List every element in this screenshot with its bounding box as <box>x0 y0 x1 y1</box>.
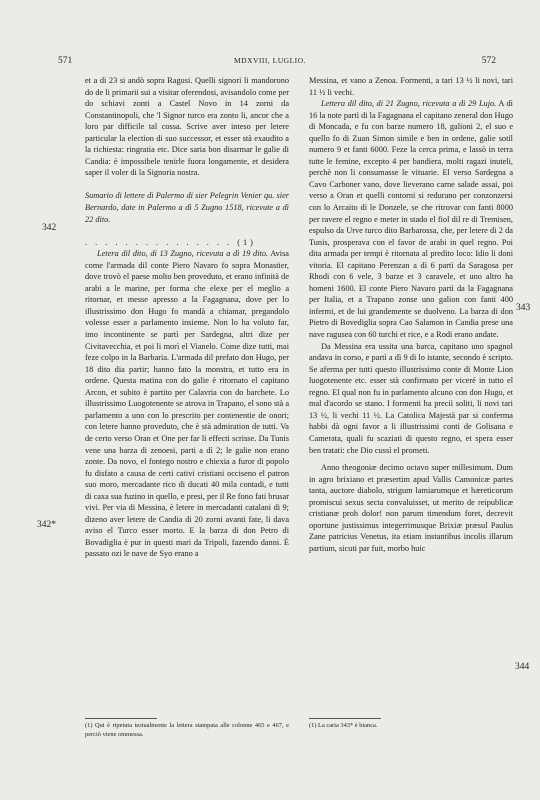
left-footnote <box>85 722 289 739</box>
right-page-number: 572 <box>481 56 496 66</box>
omission-note-ref: (1) <box>237 237 256 247</box>
right-footnote <box>309 722 513 731</box>
left-page-number: 571 <box>58 56 73 66</box>
right-footnote-text: (1) La carta 343* è bianca. <box>309 722 378 729</box>
left-footnote-rule <box>85 718 157 719</box>
running-title: MDXVIII, LUGLIO. <box>234 56 306 65</box>
latin-paragraph: Anno theogoniæ decimo octavo super millesimum. Dum in agro brixiano et præsertim apud Vallis Camonicæ partes tanta, auctore diabolo, strigum lamiarumque et hæreticorum promiscui sexus secta convaluisset, ut merito de reipublicæ cristianæ proh dolor! non parum timendum foret, decrevit oportune justissimus integerrimusque Brixiæ præsul Paulus Zane patricius Venetus, ita etiam instantibus incolis illarum partium, sicuti par fuit, morbo huic <box>309 463 513 553</box>
margin-column-number-342-star: 342* <box>37 520 56 530</box>
letter-heading-13-june: Letera dil dito, di 13 Zugno, ricevuta a dì 19 dito. <box>97 249 269 259</box>
running-header <box>0 54 540 68</box>
letter-13-june <box>85 248 289 560</box>
letter-body-13-june: Avisa come l'armada dil conte Piero Navaro fo sopra Monastier, dove trovò el paese molto ben proveduto, et erano infinità de arabi a le marine, per forma che elexe per el meglio a ritornar, et messe apresso a la Fagagnana, dove per lo illustrissimo don Hugo fo mandà a chiamar, pregandolo volesse esser a parlamento insieme. Non lo ha voluto far, imo incontinente se partì per Sardegna, altri dize per Civitavecchia, et poi li morì el Vianelo. Come dize tutti, mai feze colpo in la Barbaria. L'armada dil prefato don Hugo, per 18 dito dia partir; hanno fato la monstra, et tutto era in ordene. Questa matina con do galie è ritornato el capitano Arcon, et subito è partito per Calavria con do barchete. Lo illustrissimo Luogotenente se atrova in Trapano, el sono stà a parlamento a uno con lo prescrito per contenentie de onori; con letere hanno proveduto, che è stà admiration de tutti. Va de certo verso Oran et One per far li effecti scrisse. Da Tunis vene una barza di zenoesi, parti a dì 2; le galie non erano zonte. Da novo, el fontego nostro e chiexia a furor di popolo fu disfato a causa de certi cativi cristiani occiseno el patron suo moro, mercadante rico di ducati 40 mila contadi, e tutti di caxa sua fuzino in quello, e presi, per il Re fono fati brusar vivi. Per via di Messina, è letere in mercadanti catalani di 9; dizeno aver letere de Candia di 20 zorni avanti fate, li dava aviso el Turco esser morto. E la barza di don Petro di Bovadiglia è pur in questi mari da Tripoli, fazendo danni. È passato ozi le nave de Syo erano a <box>85 249 289 559</box>
right-text-column <box>309 75 513 554</box>
letter-21-june <box>309 98 513 340</box>
letter-body-21-june: A dì 16 la note partì di la Fagagnana el capitano zeneral don Hugo di Moncada, e fu con barze numero 18, galioni 2, el suo e quello fo di Zuan Simon simile e ben in ordene, galie sotil numero 9 et fanti 6000. Feze la cerca prima, e lassò in terra tutte le femine, excepto 4 per bandiera, molti ragazi inuteli, perchè non li consumasse le vituarie. El verso Sardegna a Cavo Carboner vano, dove lieverano carne salade assai, poi verso a Oran et quelli contorni si redurano per conzonzersi con lo Arcaito di le Donzele, se che ritrovar con fanti 8000 per ravere el regno e meter in stado el fiol dil re di Tremisen, espulso da Urve turco dito Barbarossa, che, per letere di 2 da Tunis, prosperava con el favor de arabi in quel regno. Poi dita armada per tempi è ritornata al predito loco: Idio li doni vitoria. El capitano Perenzan a dì 6 partì da Saragosa per Rhodi con 6 vele, 3 barze et 3 caravele, et uno altro ha homeni 1600. El conte Piero Navaro partì da la Fagagnana per Italia, et a Trapano zonse uno galion con fanti 400 infermi, et de lui grandemente se duolveno. La barza di don Pietro di Bovediglia sopra Cao Salamon in Candia prese una nave ragusea con 60 turchi et rice, e a Rodi erano andate. <box>309 99 513 340</box>
right-paragraph-1: Messina, et vano a Zenoa. Formenti, a tari 13 ½ li novi, tari 11 ½ li vechi. <box>309 76 513 97</box>
summary-heading: Sumario di lettere di Palermo di sier Pelegrin Venier qu. sier Bernardo, date in Palermo a dì 5 Zugno 1518, ricevute a dì 22 dito. <box>85 191 289 224</box>
margin-column-number-342: 342 <box>42 223 57 233</box>
letter-heading-21-june: Lettera dil dito, di 21 Zugno, ricevuta a dì 29 Lujo. <box>321 99 497 109</box>
omission-dots-line <box>85 237 289 249</box>
margin-column-number-344: 344 <box>515 662 530 672</box>
right-paragraph-messina: Da Messina era ussita una barca, capitano uno spagnol andava in corso, e partì a dì 9 di lo istante, secondo è scripto. Se aferma per tutti questo illustrissimo conte di Monte Lion luogotenente etc. esser stà confirmato per viceré in tutto el regno. El qual non fu in parlamento alcuno con don Hugo, et mal d'acordo se stano. I formenti ha preciì soliti, li novi tari 13 ½, li vechi 11 ½. La Catolica Majestà par si conferma habbi dà ogni favor a li illustrissimi conti de Golisana e Camerata, quali fu scaziati di questo regno, et spera esser ben tratati: che Dio cussì el prometi. <box>309 341 513 455</box>
margin-column-number-343: 343 <box>516 303 531 313</box>
right-footnote-rule <box>309 718 381 719</box>
left-paragraph-1: et a di 23 si andò sopra Ragusi. Quelli signori li mandorono do de li primarii sui a visitar oferendosi, avisandolo come per do schiavi zonti a Castel Novo in 14 zorni da Constantinopoli, che 'l Signor turco era zonto li, ancor che a loro par difficile tal cossa. Scrive aver inteso per letere particular la election di suo successor, et esser stà exaudito a la richiesta: ringratia etc. Dice saria bon disarmar le galie di Candia: è impossibele tenirle fuora longamente, et desidera saper il voler di la Signoria nostra. <box>85 76 289 178</box>
left-footnote-text: (1) Qui è ripetuta testualmente la lettera stampata alle colonne 465 e 467, e perciò viene ommessa. <box>85 722 289 738</box>
omission-dots: . . . . . . . . . . . . . . . <box>85 237 233 247</box>
left-text-column <box>85 75 289 560</box>
